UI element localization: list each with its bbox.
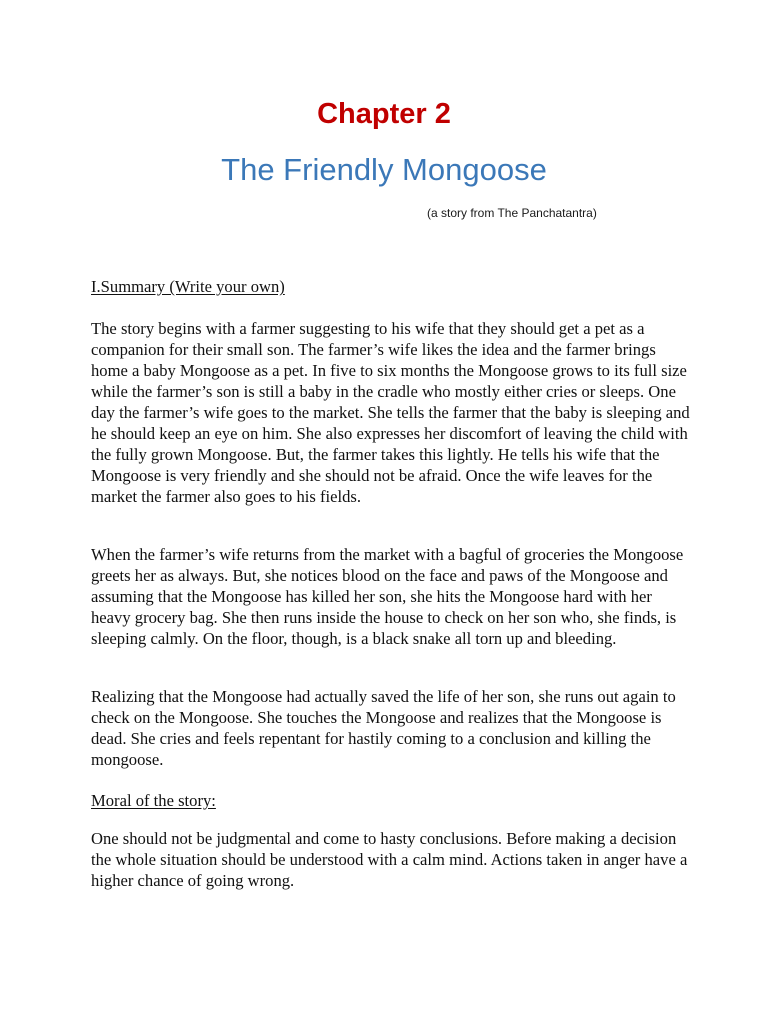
summary-paragraph-2 [91, 544, 691, 649]
summary-paragraph-1 [91, 318, 691, 507]
paragraph-text: When the farmer’s wife returns from the market with a bagful of groceries the Mongoose greets her as always. But, she notices blood on the face and paws of the Mongoose and assuming that the Mongoose has killed her son, she hits the Mongoose hard with her heavy grocery bag. She then runs inside the house to check on her son who, she finds, is sleeping calmly. On the floor, though, is a black snake all torn up and bleeding. [91, 545, 684, 648]
moral-paragraph [91, 828, 691, 891]
source-note: (a story from The Panchatantra) [427, 206, 597, 220]
story-title: The Friendly Mongoose [221, 152, 547, 187]
paragraph-text: Realizing that the Mongoose had actually saved the life of her son, she runs out again to check on the Mongoose. She touches the Mongoose and realizes that the Mongoose is dead. She cries and feels repentant for hastily coming to a conclusion and killing the mongoose. [91, 687, 676, 769]
moral-heading: Moral of the story: [91, 791, 216, 810]
summary-paragraph-3 [91, 686, 691, 770]
chapter-heading: Chapter 2 [317, 98, 451, 130]
paragraph-text: The story begins with a farmer suggesting to his wife that they should get a pet as a companion for their small son. The farmer’s wife likes the idea and the farmer brings home a baby Mongoose as a pet. In five to six months the Mongoose grows to its full size while the farmer’s son is still a baby in the cradle who mostly either cries or sleeps. One day the farmer’s wife goes to the market. She tells the farmer that the baby is sleeping and he should keep an eye on him. She also expresses her discomfort of leaving the child with the fully grown Mongoose. But, the farmer takes this lightly. He tells his wife that the Mongoose is very friendly and she should not be afraid. Once the wife leaves for the market the farmer also goes to his fields. [91, 319, 690, 506]
paragraph-text: One should not be judgmental and come to hasty conclusions. Before making a decision the whole situation should be understood with a calm mind. Actions taken in anger have a higher chance of going wrong. [91, 829, 688, 890]
summary-heading: I.Summary (Write your own) [91, 277, 285, 296]
